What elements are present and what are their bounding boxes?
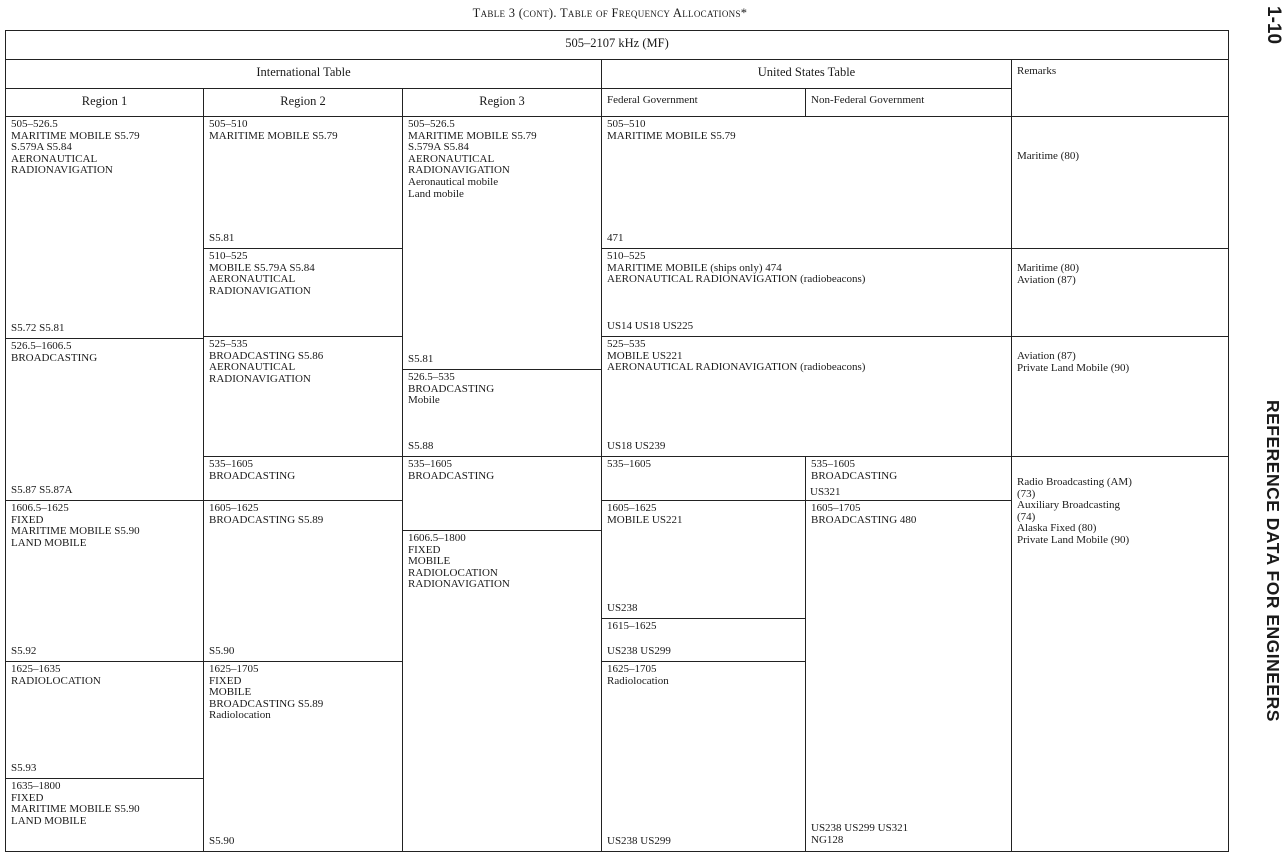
cell-footnote: S5.90: [209, 645, 235, 658]
cell-line: LAND MOBILE: [11, 536, 87, 549]
region3-cell: [402, 456, 602, 531]
cell-line: Aeronautical mobile: [408, 175, 499, 188]
cell-footnote: S5.88: [408, 440, 434, 453]
cell-line: 505–510: [607, 118, 646, 130]
cell-line: MOBILE US221: [607, 349, 683, 362]
frequency-allocation-table: [5, 30, 1229, 852]
region3-cell: [402, 116, 602, 370]
cell-line: BROADCASTING: [11, 351, 98, 364]
cell-line: 1606.5–1800: [408, 532, 466, 544]
running-head: REFERENCE DATA FOR ENGINEERS: [1263, 400, 1283, 722]
cell-line: Aviation (87): [1017, 273, 1076, 286]
cell-line: MOBILE US221: [607, 513, 683, 526]
remarks-cell: [1011, 456, 1229, 852]
region1-cell: [5, 338, 204, 501]
cell-line: 1605–1625: [209, 502, 259, 514]
cell-line: BROADCASTING S5.89: [209, 697, 324, 710]
cell-line: RADIONAVIGATION: [209, 372, 311, 385]
cell-line: Mobile: [408, 394, 440, 407]
region1-header: Region 1: [5, 88, 204, 117]
cell-line: 526.5–1606.5: [11, 340, 72, 352]
cell-footnote: US18 US239: [607, 440, 666, 453]
cell-line: BROADCASTING: [408, 469, 495, 482]
cell-line: Auxiliary Broadcasting: [1017, 499, 1120, 512]
cell-line: 535–1605: [408, 458, 452, 470]
cell-line: Private Land Mobile (90): [1017, 361, 1130, 374]
cell-line: (73): [1017, 487, 1036, 500]
cell-line: BROADCASTING: [209, 469, 296, 482]
cell-line: MARITIME MOBILE S5.79: [607, 129, 736, 142]
federal-cell: [601, 500, 806, 619]
cell-line: Maritime (80): [1017, 150, 1080, 162]
us-table-header: United States Table: [601, 59, 1012, 89]
region1-cell: [5, 500, 204, 662]
page-number: 1-10: [1263, 6, 1284, 45]
cell-line: Alaska Fixed (80): [1017, 522, 1097, 535]
cell-footnote: US238 US299: [607, 835, 671, 848]
cell-line: Radiolocation: [607, 674, 669, 687]
cell-line: AERONAUTICAL: [11, 152, 98, 165]
cell-line: 526.5–535: [408, 371, 455, 383]
cell-footnote: S5.81: [209, 232, 235, 245]
cell-footnote: 471: [607, 232, 624, 245]
federal-cell: [601, 618, 806, 662]
nonfederal-cell: [805, 500, 1012, 852]
us-combined-cell: [601, 248, 1012, 337]
us-combined-cell: [601, 336, 1012, 457]
cell-line: FIXED: [408, 543, 441, 556]
federal-cell: [601, 456, 806, 501]
cell-line: MARITIME MOBILE S5.90: [11, 525, 140, 538]
cell-line: (74): [1017, 510, 1036, 523]
cell-line: AERONAUTICAL RADIONAVIGATION (radiobeacons): [607, 361, 866, 374]
cell-line: MOBILE S5.79A S5.84: [209, 261, 315, 274]
cell-line: AERONAUTICAL RADIONAVIGATION (radiobeacons): [607, 273, 866, 286]
cell-line: LAND MOBILE: [11, 814, 87, 827]
cell-footnote: S5.93: [11, 762, 37, 775]
cell-line: 505–526.5: [11, 118, 58, 130]
cell-line: BROADCASTING 480: [811, 513, 917, 526]
region3-header: Region 3: [402, 88, 602, 117]
cell-line: AERONAUTICAL: [408, 152, 495, 165]
region2-header: Region 2: [203, 88, 403, 117]
cell-line: 535–1605: [607, 458, 651, 470]
band-header: 505–2107 kHz (MF): [5, 30, 1229, 60]
cell-footnote: US14 US18 US225: [607, 320, 694, 333]
remarks-cell: [1011, 336, 1229, 457]
region3-cell: [402, 530, 602, 852]
cell-line: BROADCASTING S5.86: [209, 349, 324, 362]
region1-cell: [5, 778, 204, 852]
cell-line: 510–525: [209, 250, 248, 262]
cell-line: 525–535: [607, 338, 646, 350]
cell-line: BROADCASTING S5.89: [209, 513, 324, 526]
cell-line: MARITIME MOBILE (ships only) 474: [607, 261, 782, 274]
cell-line: 1606.5–1625: [11, 502, 69, 514]
cell-footnote: S5.90: [209, 835, 235, 848]
cell-line: 1625–1705: [209, 663, 259, 675]
cell-line: 1625–1705: [607, 663, 657, 675]
nonfederal-cell-footnote-area: [805, 456, 1012, 501]
cell-line: 1615–1625: [607, 620, 657, 632]
cell-footnote: US238: [607, 602, 638, 615]
region1-cell: [5, 116, 204, 339]
cell-line: Private Land Mobile (90): [1017, 533, 1130, 546]
cell-line: S.579A S5.84: [11, 141, 72, 154]
federal-header: Federal Government: [601, 88, 806, 117]
remarks-header: Remarks: [1011, 59, 1229, 117]
international-table-header: International Table: [5, 59, 602, 89]
cell-line: MOBILE: [408, 555, 451, 568]
cell-line: S.579A S5.84: [408, 141, 469, 154]
cell-footnote-1: US238 US299 US321: [811, 822, 909, 835]
cell-line: Radio Broadcasting (AM): [1017, 476, 1132, 488]
cell-footnote: S5.72 S5.81: [11, 322, 65, 335]
cell-line: MARITIME MOBILE S5.79: [11, 129, 140, 142]
cell-footnote: S5.92: [11, 645, 37, 658]
region2-cell: [203, 116, 403, 249]
cell-line: 535–1605: [209, 458, 253, 470]
cell-footnote: US321: [810, 486, 841, 499]
cell-line: 505–526.5: [408, 118, 455, 130]
region2-cell: [203, 661, 403, 852]
cell-line: 510–525: [607, 250, 646, 262]
table-caption: Table 3 (cont). Table of Frequency Allocations*: [472, 6, 748, 20]
cell-line: MARITIME MOBILE S5.90: [11, 803, 140, 816]
cell-line: 1635–1800: [11, 780, 61, 792]
cell-line: MOBILE: [209, 686, 252, 699]
remarks-cell: [1011, 116, 1229, 249]
cell-line: BROADCASTING: [811, 469, 898, 482]
cell-line: Land mobile: [408, 187, 464, 200]
cell-line: 535–1605: [811, 458, 855, 470]
remarks-cell: [1011, 248, 1229, 337]
cell-line: MARITIME MOBILE S5.79: [408, 129, 537, 142]
cell-line: BROADCASTING: [408, 382, 495, 395]
cell-line: 505–510: [209, 118, 248, 130]
nonfederal-header: Non-Federal Government: [805, 88, 1012, 117]
cell-footnote: US238 US299: [607, 645, 671, 658]
cell-line: FIXED: [209, 674, 242, 687]
region2-cell: [203, 248, 403, 337]
cell-line: RADIONAVIGATION: [209, 284, 311, 297]
cell-line: Radiolocation: [209, 709, 271, 722]
region3-cell: [402, 369, 602, 457]
region2-cell: [203, 500, 403, 662]
cell-line: RADIONAVIGATION: [11, 164, 113, 177]
cell-line: 1605–1705: [811, 502, 861, 514]
cell-footnote-2: NG128: [811, 834, 844, 847]
cell-line: FIXED: [11, 791, 44, 804]
cell-footnote: S5.81: [408, 353, 434, 366]
cell-line: 1605–1625: [607, 502, 657, 514]
cell-line: 1625–1635: [11, 663, 61, 675]
cell-line: 525–535: [209, 338, 248, 350]
cell-line: AERONAUTICAL: [209, 361, 296, 374]
cell-line: RADIONAVIGATION: [408, 578, 510, 591]
region1-cell: [5, 661, 204, 779]
region2-cell: [203, 456, 403, 501]
cell-line: RADIOLOCATION: [11, 674, 101, 687]
us-combined-cell: [601, 116, 1012, 249]
cell-line: RADIONAVIGATION: [408, 164, 510, 177]
cell-line: Maritime (80): [1017, 262, 1080, 274]
cell-line: RADIOLOCATION: [408, 566, 498, 579]
federal-cell: [601, 661, 806, 852]
cell-footnote: S5.87 S5.87A: [11, 484, 73, 497]
region2-cell: [203, 336, 403, 457]
cell-line: Aviation (87): [1017, 350, 1076, 362]
cell-line: FIXED: [11, 513, 44, 526]
cell-line: MARITIME MOBILE S5.79: [209, 129, 338, 142]
cell-line: AERONAUTICAL: [209, 273, 296, 286]
